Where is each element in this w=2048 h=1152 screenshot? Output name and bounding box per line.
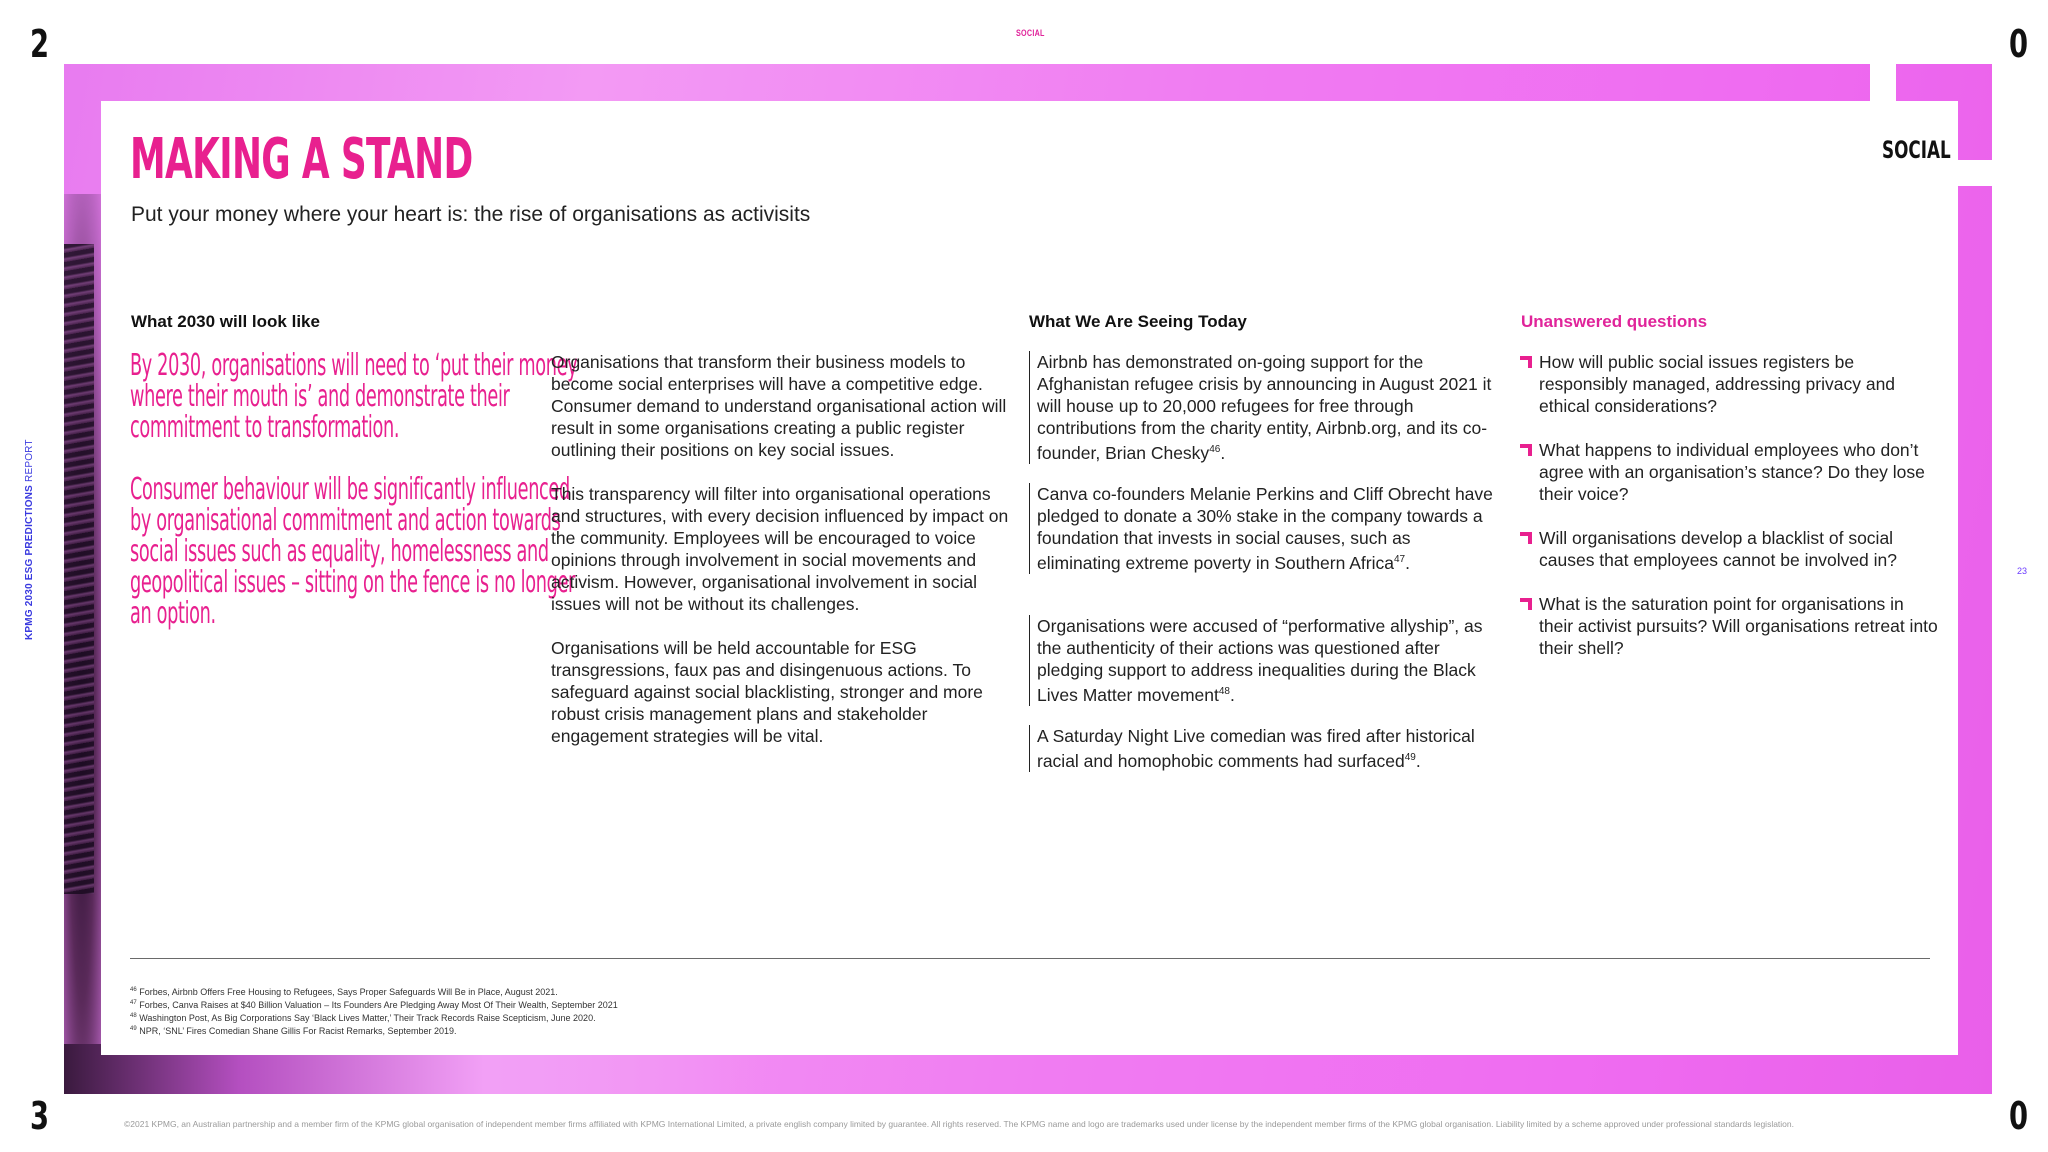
- side-label-brand: KPMG 2030 ESG PREDICTIONS: [24, 484, 35, 640]
- body-column-2: [551, 351, 1011, 769]
- footnote-number: 48: [130, 1013, 137, 1019]
- page-subtitle: Put your money where your heart is: the rise of organisations as activisits: [131, 203, 811, 226]
- footnote: [130, 1024, 618, 1037]
- unanswered-questions-list: [1520, 351, 1940, 681]
- heading-seeing-today: What We Are Seeing Today: [1029, 312, 1247, 331]
- corner-number-bottom-left: 3: [30, 1094, 50, 1138]
- today-item-text: Airbnb has demonstrated on-going support for the Afghanistan refugee crisis by announcing in August 2021 it will house up to 20,000 refugees for free through contributions from the charity entity, Airbnb.org, and its co-founder, Brian Chesky: [1037, 352, 1492, 463]
- question-text: What is the saturation point for organisations in their activist pursuits? Will organisations retreat into their shell?: [1539, 594, 1938, 658]
- body-paragraph: Organisations that transform their business models to become social enterprises will have a competitive edge. Consumer demand to understand organisational action will result in some organisations creating a public register outlining their positions on key social issues.: [551, 352, 1007, 460]
- footnote-text: Forbes, Canva Raises at $40 Billion Valuation – Its Founders Are Pledging Away Most Of Their Wealth, September 2021: [139, 1000, 618, 1010]
- today-item-end: .: [1405, 552, 1410, 573]
- top-section-label: SOCIAL: [1016, 28, 1045, 38]
- question-text: How will public social issues registers be responsibly managed, addressing privacy and ethical considerations?: [1539, 352, 1896, 416]
- page-number: 23: [2017, 566, 2028, 576]
- today-item-canva: [1029, 483, 1499, 574]
- corner-arrow-icon: [1520, 444, 1532, 456]
- side-label-report: REPORT: [24, 439, 35, 482]
- footnote-number: 47: [130, 1000, 137, 1006]
- footnote-number: 49: [130, 1026, 137, 1032]
- footnotes: [130, 985, 618, 1037]
- body-paragraph: Organisations will be held accountable for ESG transgressions, faux pas and disingenuous actions. To safeguard against social blacklisting, stronger and more robust crisis management plans and stakeholder engagement strategies will be vital.: [551, 638, 983, 746]
- footnote: [130, 998, 618, 1011]
- footnote: [130, 1011, 618, 1024]
- question-item: [1520, 439, 1940, 505]
- today-item-text: Organisations were accused of “performative allyship”, as the authenticity of their actions was questioned after pledging support to address inequalities during the Black Lives Matter movement: [1037, 616, 1483, 705]
- footnote-text: Washington Post, As Big Corporations Say ‘Black Lives Matter,’ Their Track Records Raise Scepticism, June 2020.: [139, 1013, 596, 1023]
- today-item-snl: [1029, 725, 1499, 772]
- corner-arrow-icon: [1520, 598, 1532, 610]
- footnote-ref: 49: [1404, 752, 1416, 763]
- footnote-number: 46: [130, 987, 137, 993]
- callout-commitment: By 2030, organisations will need to ‘put their money where their mouth is’ and demonstrate their commitment to transformation.: [130, 348, 578, 445]
- section-tag: SOCIAL: [1882, 136, 1951, 164]
- question-item: [1520, 593, 1940, 659]
- footnote-divider: [130, 958, 1930, 959]
- heading-what-2030: What 2030 will look like: [131, 312, 320, 331]
- today-item-text: A Saturday Night Live comedian was fired after historical racial and homophobic comments had surfaced: [1037, 726, 1475, 771]
- question-item: [1520, 351, 1940, 417]
- footnote-text: Forbes, Airbnb Offers Free Housing to Refugees, Says Proper Safeguards Will Be in Place, August 2021.: [139, 987, 558, 997]
- corner-arrow-icon: [1520, 532, 1532, 544]
- dark-hair-texture: [64, 244, 94, 894]
- question-text: What happens to individual employees who don’t agree with an organisation’s stance? Do they lose their voice?: [1539, 440, 1925, 504]
- callout-consumer-behaviour: Consumer behaviour will be significantly influenced by organisational commitment and action towards social issues such as equality, homelessness and geopolitical issues – sitting on the fence is no longer an option.: [130, 472, 575, 631]
- side-report-label: [24, 439, 35, 640]
- today-item-text: Canva co-founders Melanie Perkins and Cliff Obrecht have pledged to donate a 30% stake in the company towards a foundation that invests in social causes, such as eliminating extreme poverty in Southern Africa: [1037, 484, 1493, 573]
- question-text: Will organisations develop a blacklist of social causes that employees cannot be involved in?: [1539, 528, 1898, 570]
- footnote-ref: 47: [1393, 554, 1406, 565]
- footnote-ref: 48: [1218, 686, 1230, 697]
- today-item-end: .: [1415, 750, 1421, 771]
- footnote-text: NPR, ‘SNL’ Fires Comedian Shane Gillis For Racist Remarks, September 2019.: [139, 1026, 457, 1036]
- corner-number-bottom-right: 0: [2009, 1094, 2029, 1138]
- today-item-end: .: [1220, 442, 1226, 463]
- footnote: [130, 985, 618, 998]
- corner-number-top-left: 2: [30, 22, 50, 66]
- corner-arrow-icon: [1520, 356, 1532, 368]
- today-item-allyship: [1029, 615, 1499, 706]
- corner-number-top-right: 0: [2009, 22, 2029, 66]
- today-item-end: .: [1230, 684, 1235, 705]
- footnote-ref: 46: [1209, 444, 1221, 455]
- today-item-airbnb: [1029, 351, 1499, 464]
- heading-unanswered-questions: Unanswered questions: [1521, 312, 1708, 331]
- legal-disclaimer: ©2021 KPMG, an Australian partnership and a member firm of the KPMG global organisation of independent member firms affiliated with KPMG International Limited, a private english company limited by guarantee. All rights reserved. The KPMG name and logo are trademarks used under license by the independent member firms of the KPMG global organisation. Liability limited by a scheme approved under professional standards legislation.: [124, 1119, 1794, 1129]
- question-item: [1520, 527, 1940, 571]
- page-title: MAKING A STAND: [130, 127, 473, 192]
- body-paragraph: This transparency will filter into organisational operations and structures, with every decision influenced by impact on the community. Employees will be encouraged to voice opinions through involvement in social movements and activism. However, organisational involvement in social issues will not be without its challenges.: [551, 484, 1009, 614]
